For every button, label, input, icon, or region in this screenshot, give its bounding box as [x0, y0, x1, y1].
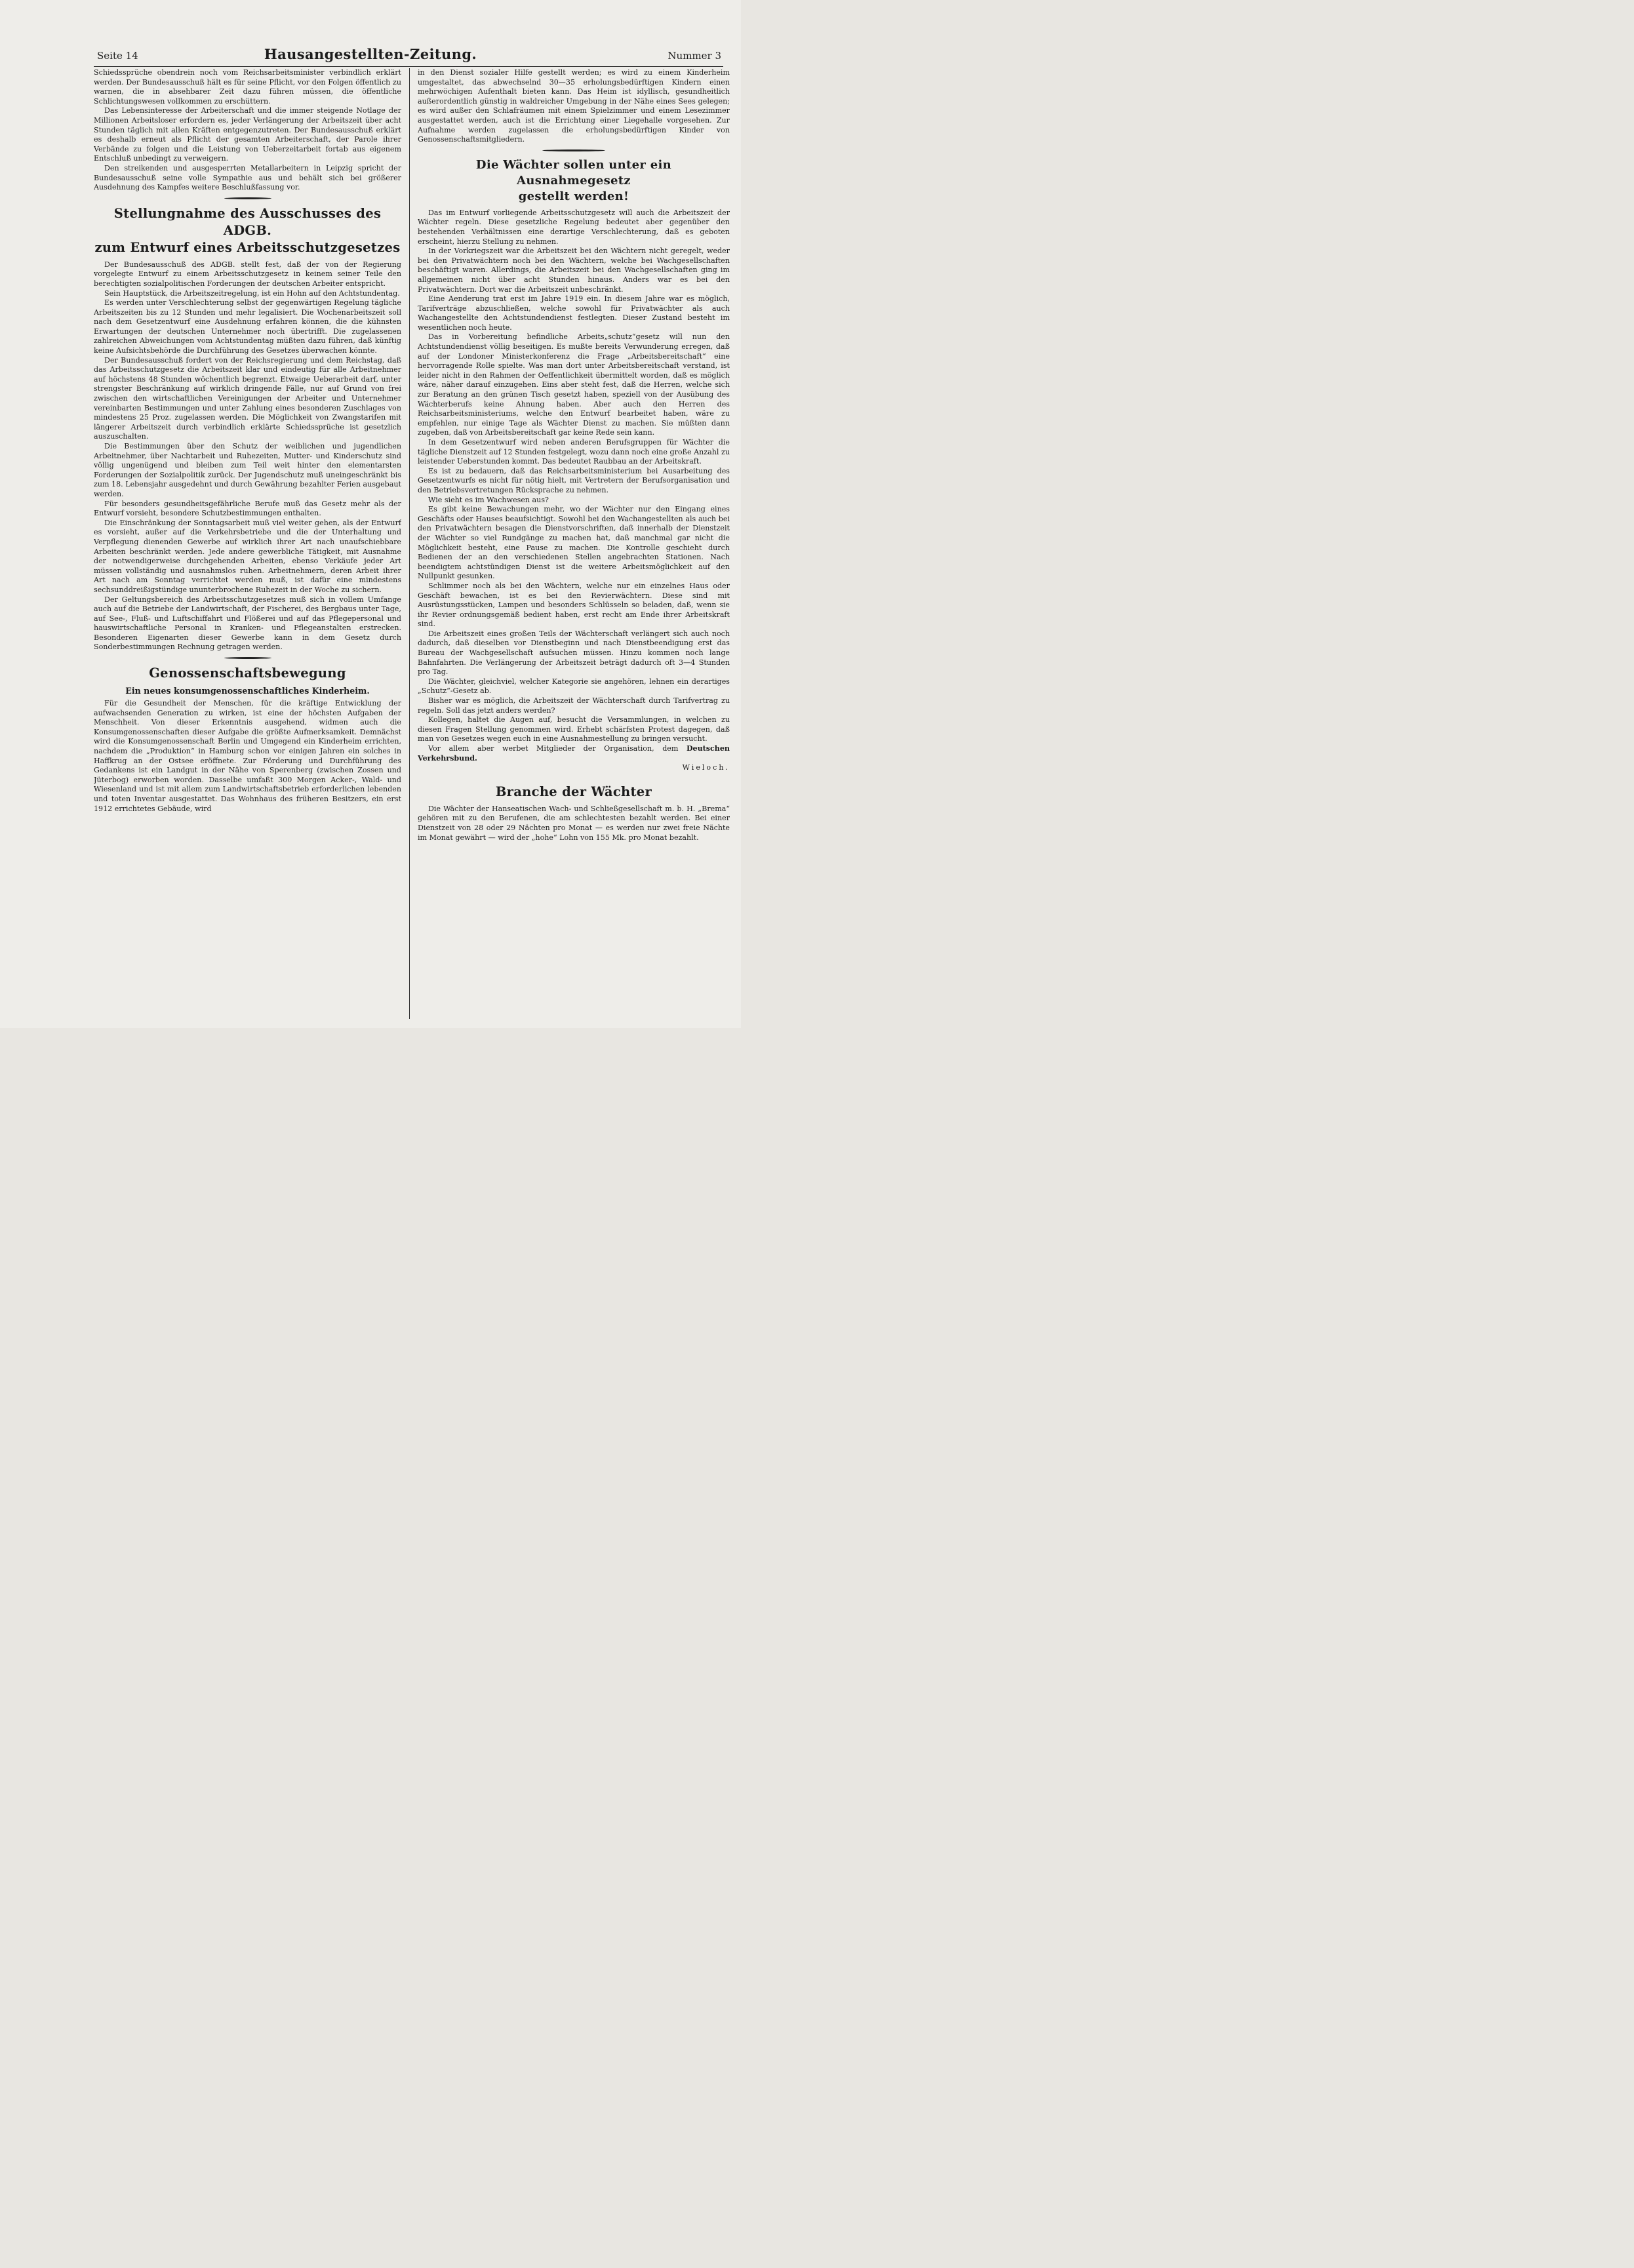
- paragraph: Das in Vorbereitung befindliche Arbeits„schutz“gesetz will nun den Achtstundendienst völlig beseitigen. Es mußte bereits Verwunderung erregen, daß auf der Londoner Ministerkonferenz die Frage „Arbeitsbereitschaft“ eine hervorragende Rolle spielte. Was man dort unter Arbeitsbereitschaft verstand, ist leider nicht in den Rahmen der Oeffentlichkeit übermittelt worden, daß es möglich wäre, näher darauf einzugehen. Eins aber steht fest, daß die Herren, welche sich zur Beratung an den grünen Tisch gesetzt haben, speziell von der Ausübung des Wächterberufs keine Ahnung haben. Aber auch den Herren des Reichsarbeitsministeriums, welche den Entwurf bearbeitet haben, wäre zu empfehlen, nur einige Tage als Wächter Dienst zu machen. Sie müßten dann zugeben, daß von Arbeitsbereitschaft gar keine Rede sein kann.: [418, 332, 730, 437]
- article-heading: [418, 157, 730, 205]
- paragraph: Es gibt keine Bewachungen mehr, wo der Wächter nur den Eingang eines Geschäfts oder Hauses beaufsichtigt. Sowohl bei den Wachangestellten als auch bei den Privatwächtern besagen die Dienstvorschriften, daß innerhalb der Dienstzeit der Wächter so viel Rundgänge zu machen hat, daß manchmal gar nicht die Möglichkeit besteht, eine Pause zu machen. Die Kontrolle geschieht durch Bedienen der an den verschiedenen Stellen angebrachten Stationen. Nach beendigtem achtstündigen Dienst ist die weitere Arbeitsmöglichkeit auf den Nullpunkt gesunken.: [418, 505, 730, 581]
- heading-line: Die Wächter sollen unter ein Ausnahmegesetz: [475, 157, 672, 188]
- closing-text: Vor allem aber werbet Mitglieder der Organisation, dem: [428, 744, 687, 753]
- article-heading: [94, 205, 401, 256]
- heading-line: Stellungnahme des Ausschusses des ADGB.: [113, 205, 382, 238]
- paragraph: Das im Entwurf vorliegende Arbeitsschutzgesetz will auch die Arbeitszeit der Wächter regeln. Diese gesetzliche Regelung bedeutet aber gegenüber den bestehenden Verhältnissen eine derartige Verschlechterung, daß es geboten erscheint, hierzu Stellung zu nehmen.: [418, 208, 730, 246]
- paragraph: Sein Hauptstück, die Arbeitszeitregelung, ist ein Hohn auf den Achtstundentag.: [104, 288, 400, 298]
- paragraph: Kollegen, haltet die Augen auf, besucht die Versammlungen, in welchen zu diesen Fragen Stellung genommen wird. Erhebt schärfsten Protest dagegen, daß man von Gesetzes wegen euch in eine Ausnahmestellung zu bringen versucht.: [418, 715, 730, 744]
- paragraph: Die Wächter, gleichviel, welcher Kategorie sie angehören, lehnen ein derartiges „Schutz“-Gesetz ab.: [418, 677, 730, 696]
- paragraph: Der Bundesausschuß des ADGB. stellt fest, daß der von der Regierung vorgelegte Entwurf zu einem Arbeitsschutzgesetz in keinem seiner Teile den berechtigten sozialpolitischen Forderungen der deutschen Arbeiter entspricht.: [94, 260, 401, 288]
- section-heading: Branche der Wächter: [495, 784, 652, 799]
- heading-line: gestellt werden!: [518, 189, 629, 203]
- heading-line: zum Entwurf eines Arbeitsschutzgesetzes: [94, 239, 401, 255]
- paragraph: Die Bestimmungen über den Schutz der weiblichen und jugendlichen Arbeitnehmer, über Nachtarbeit und Ruhezeiten, Mutter- und Kinderschutz sind völlig ungenügend und bleiben zum Teil weit hinter den elementarsten Forderungen der Sozialpolitik zurück. Der Jugendschutz muß uneingeschränkt bis zum 18. Lebensjahr ausgedehnt und durch Gewährung bezahlter Ferien ausgebaut werden.: [94, 442, 401, 498]
- left-column: [94, 68, 401, 1023]
- article-subheading: Ein neues konsumgenossenschaftliches Kinderheim.: [125, 686, 370, 696]
- section-heading: Genossenschaftsbewegung: [149, 666, 346, 681]
- paragraph: Für die Gesundheit der Menschen, für die kräftige Entwicklung der aufwachsenden Generation zu wirken, ist eine der höchsten Aufgaben der Menschheit. Von dieser Erkenntnis ausgehend, widmen auch die Konsumgenossenschaften dieser Aufgabe die größte Aufmerksamkeit. Demnächst wird die Konsumgenossenschaft Berlin und Umgegend ein Kinderheim errichten, nachdem die „Produktion“ in Hamburg schon vor einigen Jahren ein solches in Haffkrug an der Ostsee eröffnete. Zur Förderung und Durchführung des Gedankens ist ein Landgut in der Nähe von Sperenberg (zwischen Zossen und Jüterbog) erworben worden. Dasselbe umfaßt 300 Morgen Acker-, Wald- und Wiesenland und ist mit allem zum Landwirtschaftsbetrieb erforderlichen lebenden und toten Inventar ausgestattet. Das Wohnhaus des früheren Besitzers, ein erst 1912 errichtetes Gebäude, wird: [94, 699, 401, 813]
- paragraph: Der Bundesausschuß fordert von der Reichsregierung und dem Reichstag, daß das Arbeitsschutzgesetz die Arbeitszeit klar und eindeutig für alle Arbeitnehmer auf höchstens 48 Stunden wöchentlich begrenzt. Etwaige Ueberarbeit darf, unter strengster Beschränkung auf wirklich dringende Fälle, nur auf Grund von frei zwischen den wirtschaftlichen Vereinigungen der Arbeiter und Unternehmer vereinbarten Bestimmungen und unter Zahlung eines besonderen Zuschlages von mindestens 25 Proz. zugelassen werden. Die Möglichkeit von Zwangstarifen mit längerer Arbeitszeit durch verbindlich erklärte Schiedssprüche ist gesetzlich auszuschalten.: [94, 355, 401, 441]
- paragraph: Die Einschränkung der Sonntagsarbeit muß viel weiter gehen, als der Entwurf es vorsieht, außer auf die Verkehrsbetriebe und die der Unterhaltung und Verpflegung dienenden Gewerbe auf wirklich ihrer Art nach unaufschiebbare Arbeiten beschränkt werden. Jede andere gewerbliche Tätigkeit, mit Ausnahme der notwendigerweise durchgehenden Arbeiten, ebenso Verkäufe jeder Art müssen vollständig und ausnahmslos ruhen. Arbeitnehmern, deren Arbeit ihrer Art nach am Sonntag verrichtet werden muß, ist dafür eine mindestens sechsunddreißigstündige ununterbrochene Ruhezeit in der Woche zu sichern.: [94, 518, 401, 594]
- issue-number: Nummer 3: [668, 50, 721, 62]
- closing-paragraph: [418, 744, 730, 763]
- paragraph: Schlimmer noch als bei den Wächtern, welche nur ein einzelnes Haus oder Geschäft bewachen, ist es bei den Revierwächtern. Diese sind mit Ausrüstungsstücken, Lampen und besonders Schlüsseln so beladen, daß, wenn sie ihr Revier ordnungsgemäß bedient haben, erst recht am Ende ihrer Arbeitskraft sind.: [418, 581, 730, 629]
- paragraph: In der Vorkriegszeit war die Arbeitszeit bei den Wächtern nicht geregelt, weder bei den Privatwächtern noch bei den Wächtern, welche bei Wachgesellschaften beschäftigt waren. Allerdings, die Arbeitszeit bei den Wachgesellschaften ging im allgemeinen nicht über acht Stunden hinaus. Anders war es bei den Privatwächtern. Dort war die Arbeitszeit unbeschränkt.: [418, 247, 730, 294]
- paragraph: Für besonders gesundheitsgefährliche Berufe muß das Gesetz mehr als der Entwurf vorsieht, besondere Schutzbestimmungen enthalten.: [94, 499, 401, 518]
- column-rule: [409, 68, 410, 1019]
- page-number: Seite 14: [97, 50, 138, 62]
- paragraph: In dem Gesetzentwurf wird neben anderen Berufsgruppen für Wächter die tägliche Dienstzeit auf 12 Stunden festgelegt, wozu dann noch eine große Anzahl zu leistender Ueberstunden kommt. Das bedeutet Raubbau an der Arbeitskraft.: [418, 438, 730, 466]
- section-divider: [542, 149, 605, 151]
- paragraph: Bisher war es möglich, die Arbeitszeit der Wächterschaft durch Tarifvertrag zu regeln. Soll das jetzt anders werden?: [418, 696, 730, 715]
- organization-name: Deutschen Verkehrsbund.: [418, 744, 730, 763]
- section-divider: [224, 657, 271, 659]
- paragraph: Wie sieht es im Wachwesen aus?: [428, 495, 549, 504]
- paragraph: Es ist zu bedauern, daß das Reichsarbeitsministerium bei Ausarbeitung des Gesetzentwurfs es nicht für nötig hielt, mit Vertretern der Berufsorganisation und den Betriebsvertretungen Rücksprache zu nehmen.: [418, 466, 730, 494]
- paragraph: Das Lebensinteresse der Arbeiterschaft und die immer steigende Notlage der Millionen Arbeitsloser erfordern es, jeder Verlängerung der Arbeitszeit über acht Stunden täglich mit allen Kräften entgegenzutreten. Der Bundesausschuß erklärt es deshalb erneut als Pflicht der gesamten Arbeiterschaft, der Parole ihrer Verbände zu folgen und die Leistung von Ueberzeitarbeit fortab aus eigenem Entschluß unbedingt zu verweigern.: [94, 106, 401, 163]
- paragraph: in den Dienst sozialer Hilfe gestellt werden; es wird zu einem Kinderheim umgestaltet, das abwechselnd 30—35 erholungsbedürftigen Kindern einen mehrwöchigen Aufenthalt bieten kann. Das Heim ist idyllisch, gesundheitlich außerordentlich günstig in waldreicher Umgebung in der Nähe eines Sees gelegen; es wird außer den Schlafräumen mit einem Spielzimmer und einem Lesezimmer ausgestattet werden, auch ist die Errichtung einer Liegehalle vorgesehen. Zur Aufnahme werden zugelassen die erholungsbedürftigen Kinder von Genossenschaftsmitgliedern.: [418, 68, 730, 144]
- paragraph: Die Arbeitszeit eines großen Teils der Wächterschaft verlängert sich auch noch dadurch, daß dieselben vor Dienstbeginn und nach Dienstbeendigung erst das Bureau der Wachgesellschaft aufsuchen müssen. Hinzu kommen noch lange Bahnfahrten. Die Verlängerung der Arbeitszeit beträgt dadurch oft 3—4 Stunden pro Tag.: [418, 629, 730, 677]
- header-rule: [94, 66, 723, 67]
- paragraph: Den streikenden und ausgesperrten Metallarbeitern in Leipzig spricht der Bundesausschuß seine volle Sympathie aus und behält sich bei größerer Ausdehnung des Kampfes weitere Beschlußfassung vor.: [94, 163, 401, 192]
- page-header: [0, 46, 741, 64]
- author-signature: Wieloch.: [682, 763, 730, 772]
- newspaper-page: [0, 0, 741, 1028]
- section-divider: [224, 197, 271, 199]
- paragraph: Eine Aenderung trat erst im Jahre 1919 ein. In diesem Jahre war es möglich, Tarifverträge abzuschließen, welche sowohl für Privatwächter als auch Wachangestellte den Achtstundendienst festlegten. Dieser Zustand besteht im wesentlichen noch heute.: [418, 294, 730, 332]
- paragraph: Es werden unter Verschlechterung selbst der gegenwärtigen Regelung tägliche Arbeitszeiten bis zu 12 Stunden und mehr legalisiert. Die Wochenarbeitszeit soll nach dem Gesetzentwurf eine Ausdehnung erfahren können, die die kühnsten Erwartungen der deutschen Unternehmer noch übertrifft. Die zugelassenen zahlreichen Abweichungen vom Achtstundentag müßten dazu führen, daß künftig keine Aufsichtsbehörde die Durchführung des Gesetzes überwachen könnte.: [94, 298, 401, 355]
- paragraph: Die Wächter der Hanseatischen Wach- und Schließgesellschaft m. b. H. „Brema“ gehören mit zu den Berufenen, die am schlechtesten bezahlt werden. Bei einer Dienstzeit von 28 oder 29 Nächten pro Monat — es werden nur zwei freie Nächte im Monat gewährt — wird der „hohe“ Lohn von 155 Mk. pro Monat bezahlt.: [418, 804, 730, 842]
- paragraph: Schiedssprüche obendrein noch vom Reichsarbeitsminister verbindlich erklärt werden. Der Bundesausschuß hält es für seine Pflicht, vor den Folgen öffentlich zu warnen, die in absehbarer Zeit dazu führen müssen, die öffentliche Schlichtungswesen vollkommen zu erschüttern.: [94, 68, 401, 106]
- newspaper-title: Hausangestellten-Zeitung.: [264, 46, 477, 62]
- paragraph: Der Geltungsbereich des Arbeitsschutzgesetzes muß sich in vollem Umfange auch auf die Betriebe der Landwirtschaft, der Fischerei, des Bergbaus unter Tage, auf See-, Fluß- und Luftschiffahrt und Flößerei und auf das Pflegepersonal und hauswirtschaftliche Personal in Kranken- und Pflegeanstalten erstrecken. Besonderen Eigenarten dieser Gewerbe kann in dem Gesetz durch Sonderbestimmungen Rechnung getragen werden.: [94, 595, 401, 652]
- right-column: [418, 68, 730, 1023]
